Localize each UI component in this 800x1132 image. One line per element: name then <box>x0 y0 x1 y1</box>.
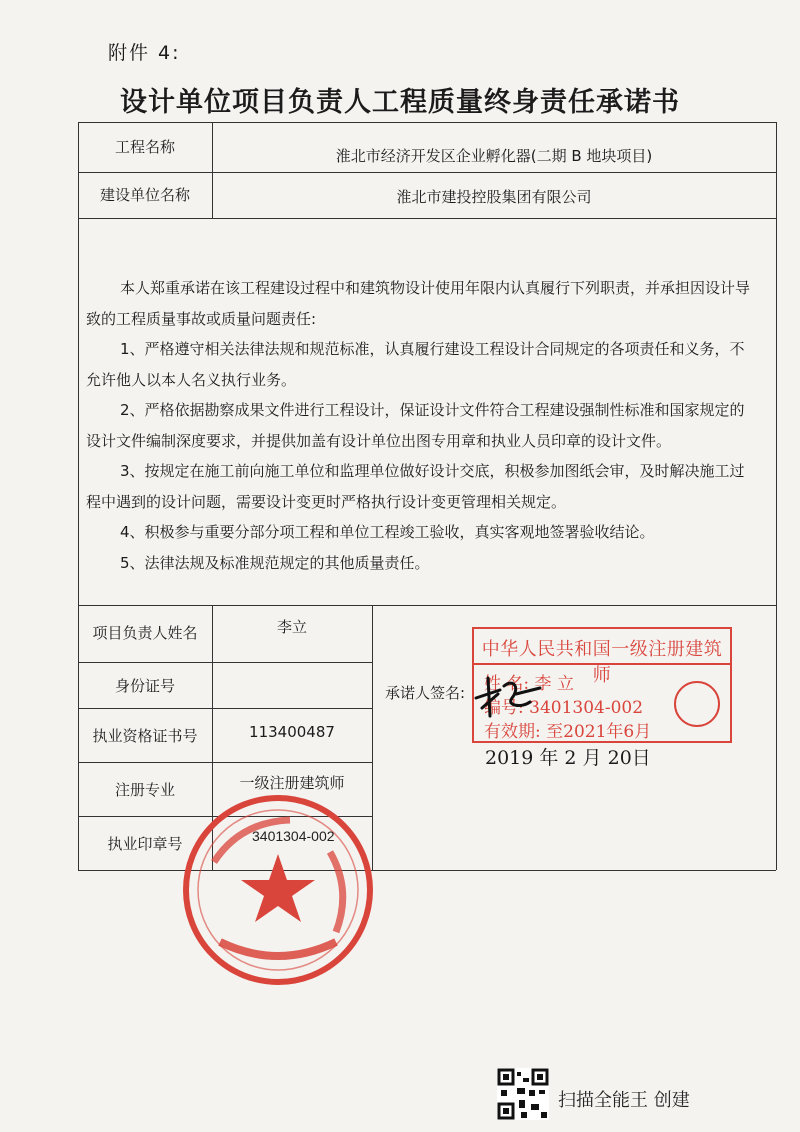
commitment-item: 2、严格依据勘察成果文件进行工程设计，保证设计文件符合工程建设强制性标准和国家规定的设计文件编制深度要求，并提供加盖有设计单位出图专用章和执业人员印章的设计文件。 <box>86 401 745 450</box>
seal-number-label: 执业印章号 <box>107 835 183 853</box>
leader-name-value: 李立 <box>276 618 307 636</box>
row-divider <box>78 218 776 219</box>
seal-number-value: 3401304-002 <box>252 828 335 844</box>
company-seal <box>180 792 376 988</box>
attachment-label: 附件 4: <box>108 42 181 64</box>
owner-label: 建设单位名称 <box>99 186 190 204</box>
stamp-title: 中华人民共和国一级注册建筑师 <box>481 639 723 686</box>
cert-number-value: 113400487 <box>249 723 335 741</box>
row-divider <box>78 762 372 763</box>
leader-name-label: 项目负责人姓名 <box>92 624 198 642</box>
stamp-number-line: 编号: 3401304-002 <box>484 698 644 718</box>
stamp-valid-line: 有效期: 至2021年6月 <box>484 722 652 742</box>
major-label: 注册专业 <box>114 781 175 799</box>
table-border-top <box>78 122 776 123</box>
project-name-label: 工程名称 <box>114 138 175 156</box>
table-border-left <box>78 122 79 870</box>
owner-value: 淮北市建投控股集团有限公司 <box>396 188 592 206</box>
project-name-value: 淮北市经济开发区企业孵化器(二期 B 地块项目) <box>335 147 653 165</box>
commitment-item: 4、积极参与重要分部分项工程和单位工程竣工验收，真实客观地签署验收结论。 <box>120 523 655 541</box>
row-divider <box>78 605 776 606</box>
commitment-intro: 本人郑重承诺在该工程建设过程中和建筑物设计使用年限内认真履行下列职责，并承担因设计导致的工程质量事故或质量问题责任: <box>86 279 751 328</box>
sign-date: 2019 年 2 月 20日 <box>485 747 651 769</box>
commitment-item: 3、按规定在施工前向施工单位和监理单位做好设计交底，积极参加图纸会审，及时解决施工过程中遇到的设计问题，需要设计变更时严格执行设计变更管理相关规定。 <box>86 462 745 511</box>
row-divider <box>78 708 372 709</box>
commitment-body <box>86 273 754 578</box>
qr-code-icon <box>497 1068 549 1120</box>
handwritten-signature <box>470 668 550 720</box>
cert-number-label: 执业资格证书号 <box>92 727 198 745</box>
emblem-icon <box>674 681 720 727</box>
signature-label: 承诺人签名: <box>385 684 466 702</box>
stamp-divider <box>474 663 730 665</box>
row-divider <box>78 662 372 663</box>
row-divider <box>78 172 776 173</box>
commitment-item: 1、严格遵守相关法律法规和规范标准，认真履行建设工程设计合同规定的各项责任和义务，不允许他人以本人名义执行业务。 <box>86 340 745 389</box>
stamp-name-line: 姓 名: 李 立 <box>484 674 574 694</box>
major-value: 一级注册建筑师 <box>239 774 345 792</box>
scanner-app-label: 扫描全能王 创建 <box>558 1090 690 1111</box>
document-title: 设计单位项目负责人工程质量终身责任承诺书 <box>120 87 680 118</box>
commitment-item: 5、法律法规及标准规范规定的其他质量责任。 <box>120 553 430 572</box>
table-border-right <box>776 122 777 870</box>
id-number-label: 身份证号 <box>114 677 175 695</box>
